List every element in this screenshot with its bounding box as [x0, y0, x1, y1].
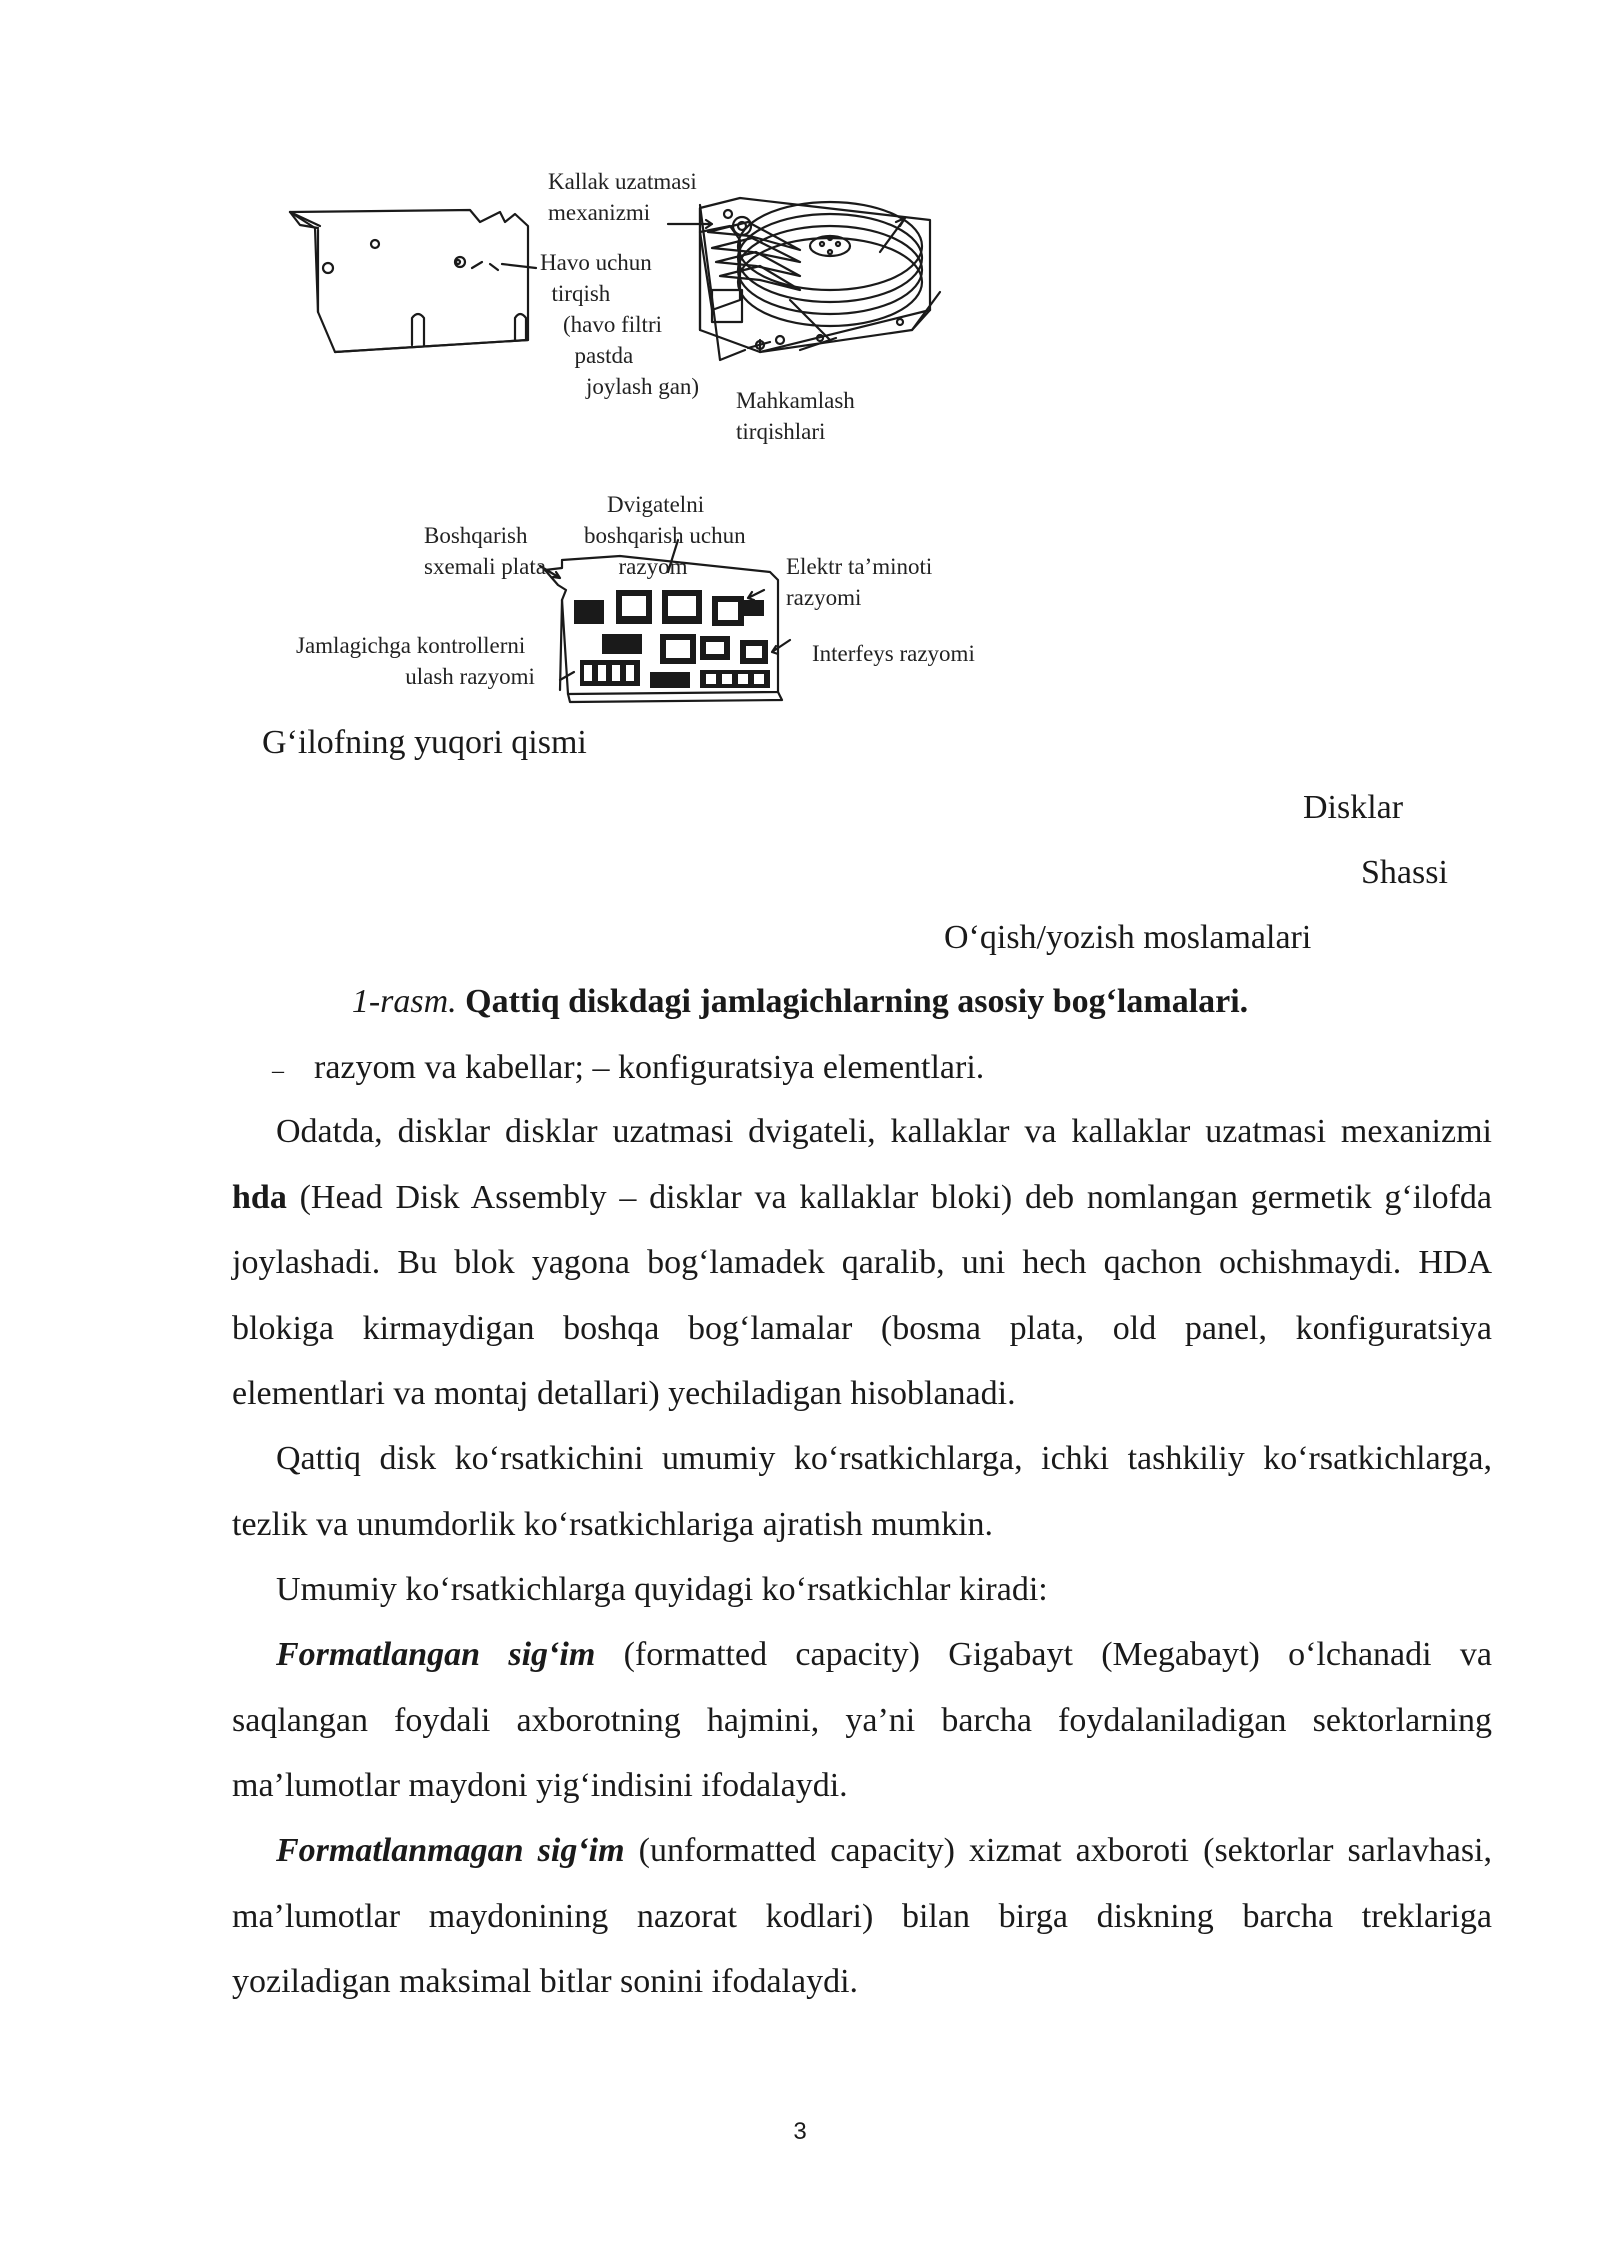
label-motor-connector: Dvigatelni boshqarish uchun razyom — [584, 492, 746, 579]
label-chassis: Shassi — [1361, 854, 1448, 891]
list-text: razyom va kabellar; – konfiguratsiya elementlari. — [314, 1049, 985, 1086]
p4-text: (formatted capacity) Gigabayt (Megabayt) o‘lchanadi va saqlangan foydali axborotning hajmini, ya’ni barcha foydalaniladigan sektorlarning ma’lumotlar maydoni yig‘indisini ifodalaydi. — [232, 1636, 1492, 1804]
arrow-power-conn — [748, 590, 764, 600]
term-formatted: Formatlangan sig‘im — [276, 1636, 596, 1673]
label-rw-devices: O‘qish/yozish moslamalari — [944, 919, 1312, 956]
list-item — [272, 1048, 984, 1091]
label-head-mechanism: Kallak uzatmasi mexanizmi — [548, 169, 697, 225]
term-unformatted: Formatlanmagan sig‘im — [276, 1832, 625, 1869]
label-case-top: G‘ilofning yuqori qismi — [262, 724, 587, 761]
arrow-interface-conn — [772, 640, 790, 654]
label-disks: Disklar — [1303, 789, 1404, 826]
page-number: 3 — [793, 2118, 807, 2145]
label-mount-slots: Mahkamlash tirqishlari — [736, 388, 855, 444]
label-power-connector: Elektr ta’minoti razyomi — [786, 554, 933, 610]
paragraph-indicators: Qattiq disk ko‘rsatkichini umumiy ko‘rsatkichlarga, ichki tashkiliy ko‘rsatkichlarga, tezlik va unumdorlik ko‘rsatkichlariga ajratish mumkin. — [232, 1440, 1492, 1543]
label-control-board: Boshqarish sxemali plata — [424, 523, 546, 579]
label-controller-connector: Jamlagichga kontrollerni ulash razyomi — [296, 633, 535, 689]
p1-bold: hda — [232, 1178, 287, 1216]
p1-text-a: Odatda, disklar disklar uzatmasi dvigateli, kallaklar va kallaklar uzatmasi mexanizmi — [276, 1113, 1492, 1150]
figure-caption — [0, 982, 1600, 1022]
p1-text-b: (Head Disk Assembly – disklar va kallaklar bloki) deb nomlangan germetik g‘ilofda joylashadi. Bu blok yagona bog‘lamadek qaralib, uni hech qachon ochishmaydi. HDA blokiga kirmaydigan boshqa bog‘lamalar (bosma plata, old panel, konfiguratsiya elementlari va montaj detallari) yechiladigan hisoblanadi. — [232, 1178, 1492, 1412]
arrow-rw — [790, 300, 830, 340]
case-top-cover-drawing — [290, 210, 528, 352]
label-interface-connector: Interfeys razyomi — [812, 641, 975, 666]
list-dash: – — [272, 1058, 284, 1084]
p5-text: (unformatted capacity) xizmat axboroti (sektorlar sarlavhasi, ma’lumotlar maydonining nazorat kodlari) bilan birga diskning barcha treklariga yoziladigan maksimal bitlar sonini ifodalaydi. — [232, 1832, 1492, 2000]
paragraph-general: Umumiy ko‘rsatkichlarga quyidagi ko‘rsatkichlar kiradi: — [276, 1571, 1048, 1608]
arrow-air-slot — [502, 264, 536, 268]
paragraph-hda — [232, 1099, 1492, 1427]
paragraph-formatted — [232, 1622, 1492, 1819]
caption-text: Qattiq diskdagi jamlagichlarning asosiy bog‘lamalari. — [465, 983, 1249, 1020]
paragraph-unformatted — [232, 1818, 1492, 2015]
label-air-slot: Havo uchun tirqish (havo filtri pastda joylash gan) — [540, 250, 700, 399]
caption-number: 1-rasm. — [351, 983, 457, 1020]
